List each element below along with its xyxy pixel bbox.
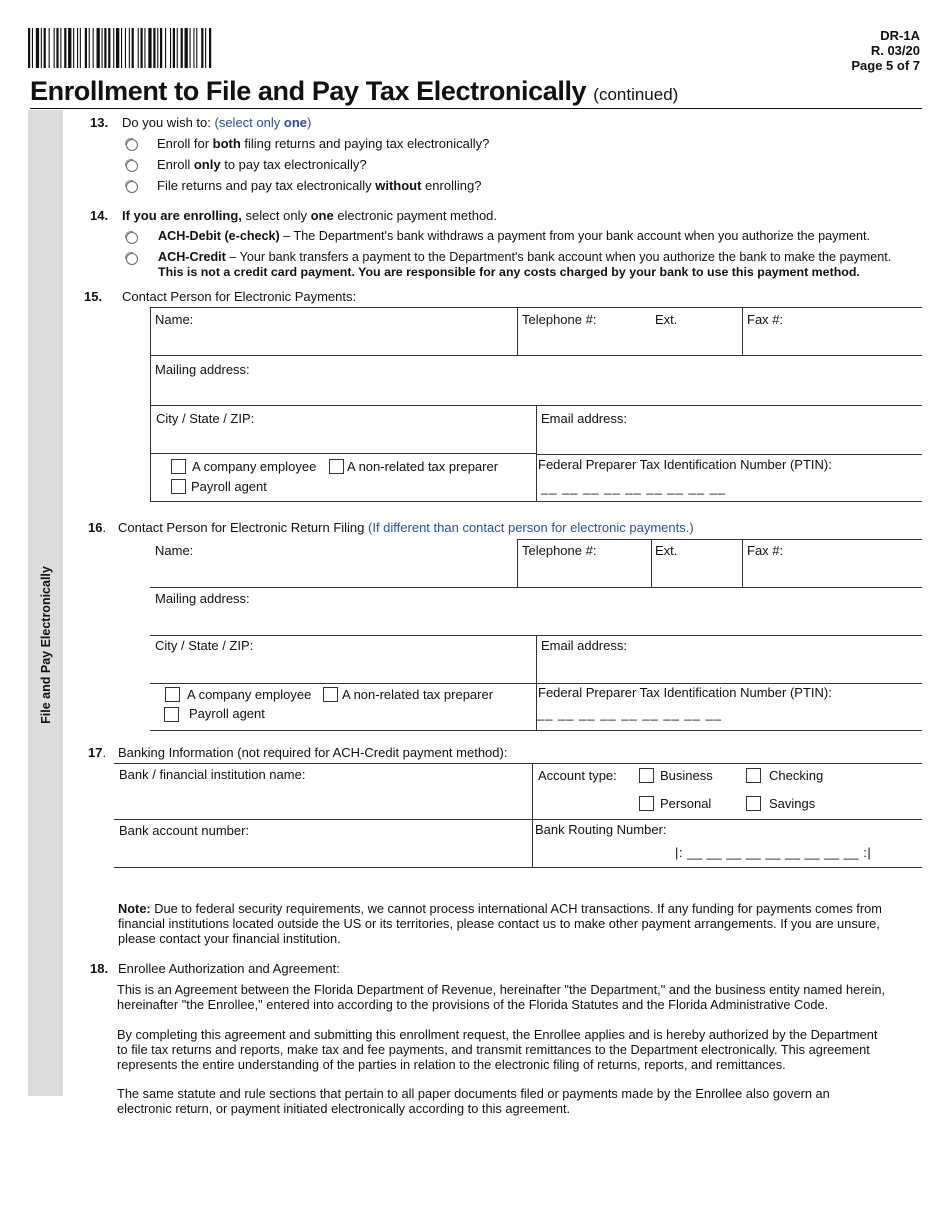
q13-radio-without[interactable]: [126, 181, 138, 193]
q15-rule: [150, 355, 151, 405]
q18-paragraph-1: This is an Agreement between the Florida Department of Revenue, hereinafter "the Department," and the business entity named herein, hereinafter "the Enrollee," entered into according to the provisions of the Florida Statutes and the Florida Administrative Code.: [117, 982, 886, 1012]
q15-title: Contact Person for Electronic Payments:: [122, 289, 357, 304]
q15-rule: [517, 307, 518, 355]
q14-prompt-bold2: one: [310, 208, 334, 223]
q15-telephone-field[interactable]: Telephone #:: [522, 312, 597, 327]
page-title-suffix: (continued): [593, 85, 679, 104]
q16-ptin-field[interactable]: __ __ __ __ __ __ __ __ __: [537, 706, 723, 721]
q13-option-both-bold: both: [212, 136, 241, 151]
q15-rule: [150, 501, 922, 502]
q13-option-without-post: enrolling?: [421, 178, 482, 193]
q15-rule: [536, 454, 922, 455]
q17-bank-name-field[interactable]: Bank / financial institution name:: [119, 767, 306, 782]
q16-number-dot: .: [102, 520, 107, 535]
q17-account-type-label: Account type:: [538, 768, 617, 783]
q15-rule: [150, 405, 151, 501]
sidebar-label: File and Pay Electronically: [39, 566, 53, 724]
q13-option-without-pre: File returns and pay tax electronically: [157, 178, 376, 193]
q16-payroll-label: Payroll agent: [189, 706, 265, 721]
q16-rule: [150, 683, 922, 684]
note-bold: Note:: [118, 901, 151, 916]
q16-rule: [742, 539, 743, 587]
q13-option-both-pre: Enroll for: [157, 136, 213, 151]
q17-number-block: [88, 745, 106, 760]
q18-paragraph-3: The same statute and rule sections that pertain to all paper documents filed or payments made by the Enrollee also govern an electronic return, or payment initiated electronically according to this agreement.: [117, 1086, 830, 1116]
q15-company-employee-checkbox[interactable]: [171, 459, 186, 474]
q16-company-employee-label: A company employee: [187, 687, 312, 702]
q16-mailing-field[interactable]: Mailing address:: [155, 591, 250, 606]
q13-option-both-post: filing returns and paying tax electronically?: [240, 136, 490, 151]
q18-number: 18.: [90, 961, 109, 976]
q16-non-related-label: A non-related tax preparer: [342, 687, 494, 702]
q15-fax-field[interactable]: Fax #:: [747, 312, 784, 327]
q17-rule: [114, 867, 922, 868]
q16-ptin-label: Federal Preparer Tax Identification Number (PTIN):: [538, 685, 832, 700]
form-id-block: [851, 28, 920, 73]
q17-number-dot: .: [102, 745, 107, 760]
q14-prompt: [122, 208, 497, 223]
note-paragraph: [118, 901, 888, 946]
q13-option-without: [157, 178, 481, 193]
q13-option-both: [157, 136, 489, 151]
q17-savings-label: Savings: [769, 796, 816, 811]
q16-fax-field[interactable]: Fax #:: [747, 543, 784, 558]
q14-option-ach-debit: [158, 229, 870, 243]
q17-rule: [114, 819, 922, 820]
q15-name-field[interactable]: Name:: [155, 312, 194, 327]
q15-rule: [536, 405, 537, 501]
q15-mailing-field[interactable]: Mailing address:: [155, 362, 250, 377]
q16-city-field[interactable]: City / State / ZIP:: [155, 638, 254, 653]
q14-option-ach-debit-bold: ACH-Debit (e-check): [158, 229, 280, 243]
q15-non-related-checkbox[interactable]: [329, 459, 344, 474]
q16-rule: [517, 539, 922, 540]
q17-number: 17: [88, 745, 103, 760]
q16-payroll-checkbox[interactable]: [164, 707, 179, 722]
q16-hint: (If different than contact person for electronic payments.): [368, 520, 694, 535]
q17-routing-label: Bank Routing Number:: [535, 822, 667, 837]
q13-radio-pay-only[interactable]: [126, 160, 138, 172]
q15-city-field[interactable]: City / State / ZIP:: [156, 411, 255, 426]
q14-radio-ach-credit[interactable]: [126, 253, 138, 265]
q14-number: 14.: [90, 208, 109, 223]
q16-rule: [150, 587, 922, 588]
q14-option-ach-credit-text: – Your bank transfers a payment to the Department's bank account when you authorize the bank to make the payment.: [225, 250, 892, 264]
q13-option-pay-only-bold: only: [193, 157, 221, 172]
q13-option-pay-only-post: to pay tax electronically?: [220, 157, 367, 172]
q14-prompt-bold: If you are enrolling,: [122, 208, 242, 223]
q15-payroll-label: Payroll agent: [191, 479, 267, 494]
q16-non-related-checkbox[interactable]: [323, 687, 338, 702]
page-number: Page 5 of 7: [851, 58, 920, 73]
q17-personal-label: Personal: [660, 796, 712, 811]
q15-company-employee-label: A company employee: [192, 459, 317, 474]
q13-prompt-text: Do you wish to:: [122, 115, 211, 130]
q14-radio-ach-debit[interactable]: [126, 232, 138, 244]
q15-rule: [150, 453, 536, 454]
q14-prompt-pre: select only: [241, 208, 311, 223]
page-title-text: Enrollment to File and Pay Tax Electronically: [30, 76, 587, 106]
q15-payroll-checkbox[interactable]: [171, 479, 186, 494]
page-title: [30, 76, 678, 107]
q13-hint: (select only one): [214, 115, 312, 130]
q15-rule: [150, 355, 922, 356]
q15-ptin-label: Federal Preparer Tax Identification Number (PTIN):: [538, 457, 832, 472]
q15-non-related-label: A non-related tax preparer: [347, 459, 499, 474]
title-divider: [30, 108, 922, 109]
q15-rule: [150, 307, 151, 355]
q15-email-field[interactable]: Email address:: [541, 411, 627, 426]
note-text: Due to federal security requirements, we cannot process international ACH transactions. If any funding for payments comes from financial institutions located outside the US or its territories, please contact us to make other payment arrangements. If you are unsure, please contact your financial institution.: [118, 901, 882, 946]
q16-rule: [651, 539, 652, 587]
q15-ptin-field[interactable]: __ __ __ __ __ __ __ __ __: [541, 480, 727, 495]
q16-title-block: [118, 520, 694, 535]
q16-title: Contact Person for Electronic Return Filing: [118, 520, 365, 535]
q14-ach-credit-note: This is not a credit card payment. You are responsible for any costs charged by your bank to use this payment method.: [158, 265, 860, 279]
q13-prompt: [122, 115, 311, 130]
q17-checking-label: Checking: [769, 768, 824, 783]
q13-option-pay-only-pre: Enroll: [157, 157, 194, 172]
form-id: DR-1A: [880, 28, 920, 43]
q16-name-field[interactable]: Name:: [155, 543, 194, 558]
q16-company-employee-checkbox[interactable]: [165, 687, 180, 702]
q17-business-checkbox[interactable]: [639, 768, 654, 783]
q17-rule: [114, 763, 922, 764]
q15-number: 15.: [84, 289, 103, 304]
q17-rule: [532, 763, 533, 867]
q17-routing-field[interactable]: |: __ __ __ __ __ __ __ __ __ :|: [675, 845, 872, 860]
q15-rule: [150, 307, 922, 308]
q17-business-label: Business: [660, 768, 713, 783]
q16-rule: [517, 539, 518, 587]
q16-telephone-field[interactable]: Telephone #:: [522, 543, 597, 558]
form-revision: R. 03/20: [870, 43, 920, 58]
q16-ext-field[interactable]: Ext.: [655, 543, 678, 558]
q14-option-ach-credit: [158, 250, 891, 264]
q13-number: 13.: [90, 115, 109, 130]
q16-number: 16: [88, 520, 103, 535]
q14-option-ach-debit-text: – The Department's bank withdraws a payment from your bank account when you authorize the payment.: [279, 229, 870, 243]
q13-radio-both[interactable]: [126, 139, 138, 151]
q17-account-number-field[interactable]: Bank account number:: [119, 823, 250, 838]
q18-paragraph-2: By completing this agreement and submitting this enrollment request, the Enrollee applies and is hereby authorized by the Department to file tax returns and reports, make tax and fee payments, and transmit remittances to the Department electronically. This agreement represents the entire understanding of the parties in relation to the electronic filing of returns, reports, and remittances.: [117, 1027, 878, 1072]
q17-personal-checkbox[interactable]: [639, 796, 654, 811]
q17-checking-checkbox[interactable]: [746, 768, 761, 783]
q16-email-field[interactable]: Email address:: [541, 638, 627, 653]
q13-option-pay-only: [157, 157, 367, 172]
q14-option-ach-credit-bold: ACH-Credit: [158, 250, 226, 264]
q17-savings-checkbox[interactable]: [746, 796, 761, 811]
q15-rule: [742, 307, 743, 355]
q14-prompt-post: electronic payment method.: [333, 208, 498, 223]
q18-title: Enrollee Authorization and Agreement:: [118, 961, 340, 976]
q13-option-without-bold: without: [375, 178, 422, 193]
barcode: [28, 28, 252, 68]
q15-ext-field[interactable]: Ext.: [655, 312, 678, 327]
q16-rule: [150, 730, 922, 731]
q16-number-block: [88, 520, 106, 535]
q17-title: Banking Information (not required for ACH-Credit payment method):: [118, 745, 508, 760]
